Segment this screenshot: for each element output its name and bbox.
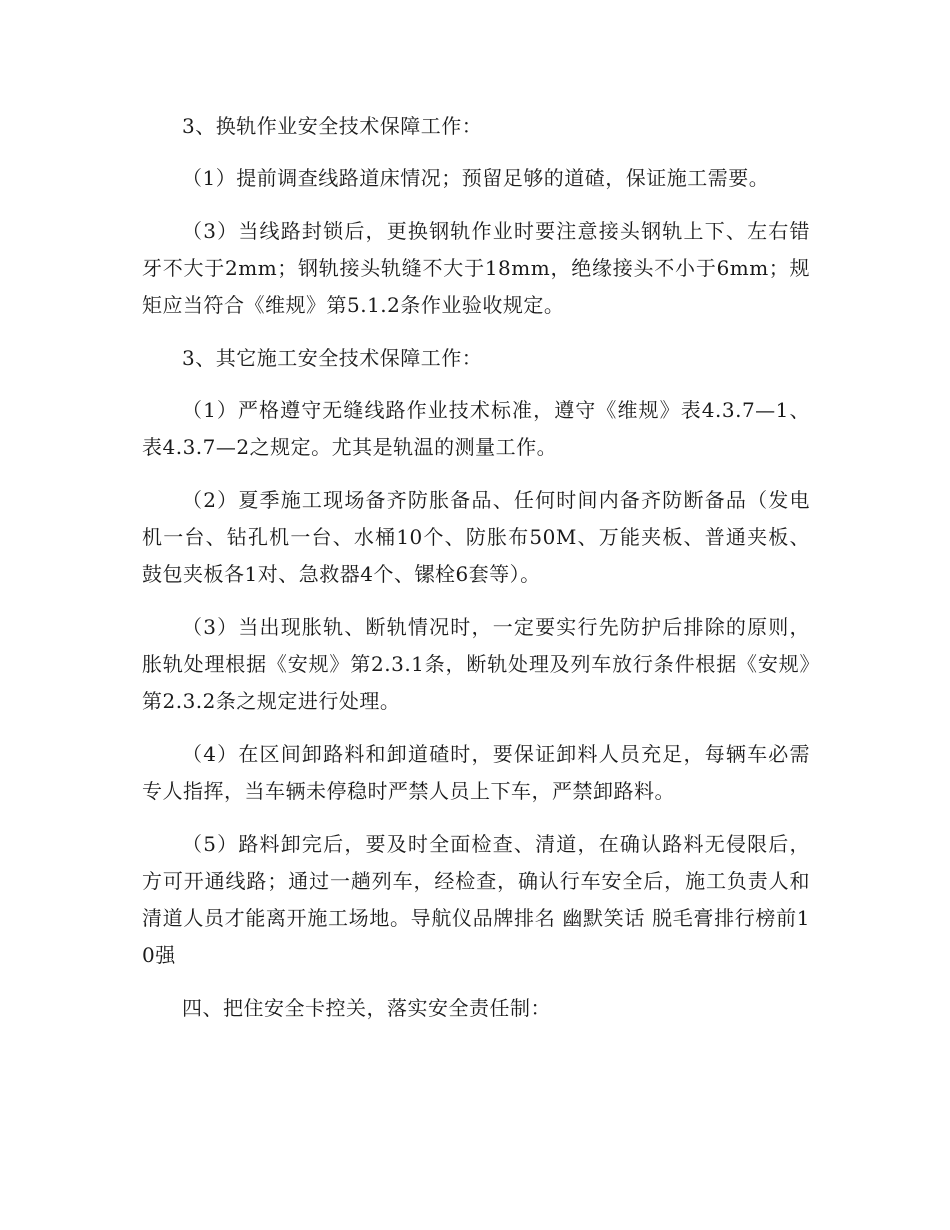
paragraph-summer-spare-parts: （2）夏季施工现场备齐防胀备品、任何时间内备齐防断备品（发电机一台、钻孔机一台、水桶10个、防胀布50M、万能夹板、普通夹板、鼓包夹板各1对、急救器4个、镙栓6套等）。: [142, 488, 810, 586]
section-heading-other-safety: 3、其它施工安全技术保障工作：: [182, 346, 483, 370]
section-heading-rail-replacement: 3、换轨作业安全技术保障工作：: [182, 114, 483, 138]
paragraph-clearing-track: （5）路料卸完后，要及时全面检查、清道，在确认路料无侵限后，方可开通线路；通过一趟列车，经检查，确认行车安全后，施工负责人和清道人员才能离开施工场地。导航仪品牌排名 幽默笑话 脱毛膏排行榜前10强: [142, 832, 810, 967]
paragraph-unloading-materials: （4）在区间卸路料和卸道碴时，要保证卸料人员充足，每辆车必需专人指挥，当车辆未停稳时严禁人员上下车，严禁卸路料。: [142, 742, 810, 803]
paragraph-ballast-survey: （1）提前调查线路道床情况；预留足够的道碴，保证施工需要。: [182, 166, 770, 190]
paragraph-jointless-track-standard: （1）严格遵守无缝线路作业技术标准，遵守《维规》表4.3.7—1、表4.3.7—2之规定。尤其是轨温的测量工作。: [142, 398, 810, 459]
paragraph-buckling-breakage: （3）当出现胀轨、断轨情况时，一定要实行先防护后排除的原则，胀轨处理根据《安规》第2.3.1条，断轨处理及列车放行条件根据《安规》第2.3.2条之规定进行处理。: [142, 615, 810, 713]
paragraph-rail-joint-tolerance: （3）当线路封锁后，更换钢轨作业时要注意接头钢轨上下、左右错牙不大于2mm；钢轨接头轨缝不大于18mm，绝缘接头不小于6mm；规矩应当符合《维规》第5.1.2条作业验收规定。: [142, 219, 810, 317]
section-heading-safety-control: 四、把住安全卡控关，落实安全责任制：: [182, 996, 551, 1020]
document-body: [142, 108, 810, 1042]
